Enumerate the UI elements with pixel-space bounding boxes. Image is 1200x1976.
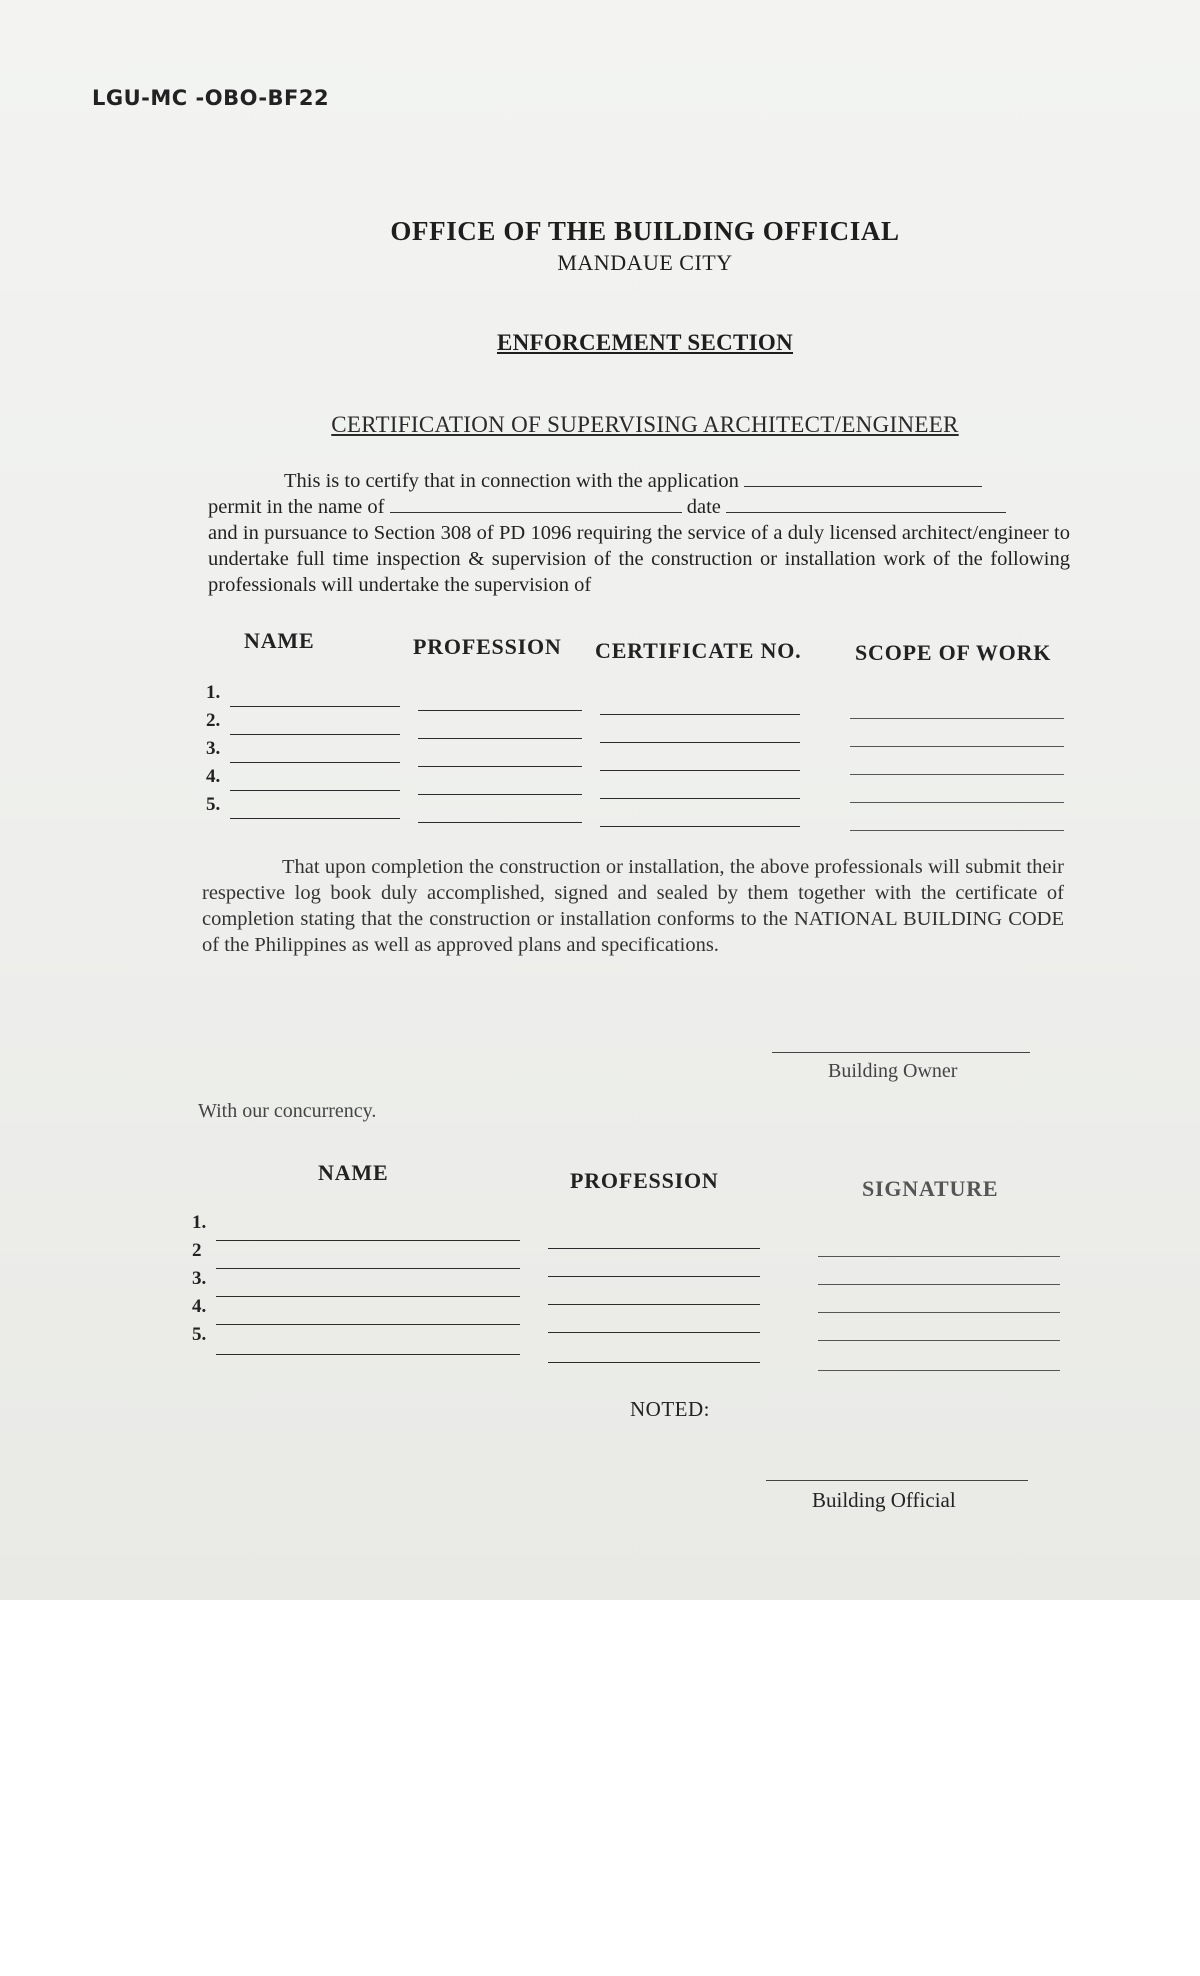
scope-blank[interactable] (850, 802, 1064, 803)
application-field[interactable] (744, 468, 982, 487)
profession-blank[interactable] (418, 822, 582, 823)
table-header-certificate: CERTIFICATE NO. (595, 638, 802, 663)
name-blank[interactable] (230, 706, 400, 707)
office-title: OFFICE OF THE BUILDING OFFICIAL (390, 216, 900, 246)
row-number: 1. (192, 1212, 207, 1233)
table-header-name: NAME (244, 628, 315, 653)
row-number: 2 (192, 1240, 202, 1261)
scope-blank[interactable] (850, 830, 1064, 831)
concur-profession-blank[interactable] (548, 1304, 760, 1305)
intro-line-1: This is to certify that in connection with the application (284, 470, 739, 492)
certificate-blank[interactable] (600, 770, 800, 771)
completion-paragraph: That upon completion the construction or installation, the above professionals will submit their respective log book duly accomplished, signed and sealed by them together with the certificate of completion stating that the construction or installation conforms to the NATIONAL BUILDING CODE of the Philippines as well as approved plans and specifications. (202, 856, 1064, 956)
table-header-profession: PROFESSION (413, 634, 562, 659)
name-blank[interactable] (230, 818, 400, 819)
intro-paragraph (208, 468, 1070, 598)
name-blank[interactable] (230, 790, 400, 791)
concur-header-profession: PROFESSION (570, 1168, 719, 1193)
profession-blank[interactable] (418, 710, 582, 711)
profession-blank[interactable] (418, 738, 582, 739)
scope-blank[interactable] (850, 718, 1064, 719)
name-blank[interactable] (230, 734, 400, 735)
certificate-blank[interactable] (600, 714, 800, 715)
owner-caption: Building Owner (828, 1060, 958, 1082)
row-number: 5. (206, 794, 221, 815)
certificate-blank[interactable] (600, 742, 800, 743)
name-blank[interactable] (230, 762, 400, 763)
scope-blank[interactable] (850, 746, 1064, 747)
concur-name-blank[interactable] (216, 1240, 520, 1241)
section-title: ENFORCEMENT SECTION (496, 330, 794, 355)
row-number: 3. (206, 738, 221, 759)
concur-name-blank[interactable] (216, 1324, 520, 1325)
scope-blank[interactable] (850, 774, 1064, 775)
date-field[interactable] (726, 494, 1006, 513)
official-signature-line[interactable] (766, 1480, 1028, 1481)
concur-name-blank[interactable] (216, 1354, 520, 1355)
certificate-title: CERTIFICATION OF SUPERVISING ARCHITECT/ENGINEER (331, 412, 959, 437)
row-number: 3. (192, 1268, 207, 1289)
concur-profession-blank[interactable] (548, 1362, 760, 1363)
certificate-blank[interactable] (600, 826, 800, 827)
profession-blank[interactable] (418, 794, 582, 795)
concur-signature-blank[interactable] (818, 1340, 1060, 1341)
noted-label: NOTED: (630, 1397, 710, 1421)
row-number: 2. (206, 710, 221, 731)
intro-line-2b: date (686, 496, 721, 518)
intro-line-2a: permit in the name of (208, 496, 385, 518)
concur-name-blank[interactable] (216, 1296, 520, 1297)
concur-name-blank[interactable] (216, 1268, 520, 1269)
row-number: 4. (206, 766, 221, 787)
concur-signature-blank[interactable] (818, 1312, 1060, 1313)
table-header-scope: SCOPE OF WORK (855, 640, 1052, 665)
city-name: MANDAUE CITY (557, 250, 733, 275)
concur-signature-blank[interactable] (818, 1284, 1060, 1285)
row-number: 5. (192, 1324, 207, 1345)
concur-signature-blank[interactable] (818, 1256, 1060, 1257)
intro-body: and in pursuance to Section 308 of PD 1096 requiring the service of a duly licensed architect/engineer to undertake full time inspection & supervision of the construction or installation work of the following professionals will undertake the supervision of (208, 522, 1070, 596)
concur-profession-blank[interactable] (548, 1276, 760, 1277)
concur-signature-blank[interactable] (818, 1370, 1060, 1371)
concur-header-name: NAME (318, 1160, 389, 1185)
concur-header-signature: SIGNATURE (862, 1176, 999, 1201)
certificate-blank[interactable] (600, 798, 800, 799)
concur-profession-blank[interactable] (548, 1332, 760, 1333)
profession-blank[interactable] (418, 766, 582, 767)
form-code: LGU-MC -OBO-BF22 (92, 86, 330, 110)
row-number: 4. (192, 1296, 207, 1317)
owner-signature-line[interactable] (772, 1052, 1030, 1053)
concurrence-intro: With our concurrency. (198, 1100, 377, 1122)
row-number: 1. (206, 682, 221, 703)
official-caption: Building Official (812, 1488, 956, 1512)
permit-name-field[interactable] (390, 494, 682, 513)
concur-profession-blank[interactable] (548, 1248, 760, 1249)
